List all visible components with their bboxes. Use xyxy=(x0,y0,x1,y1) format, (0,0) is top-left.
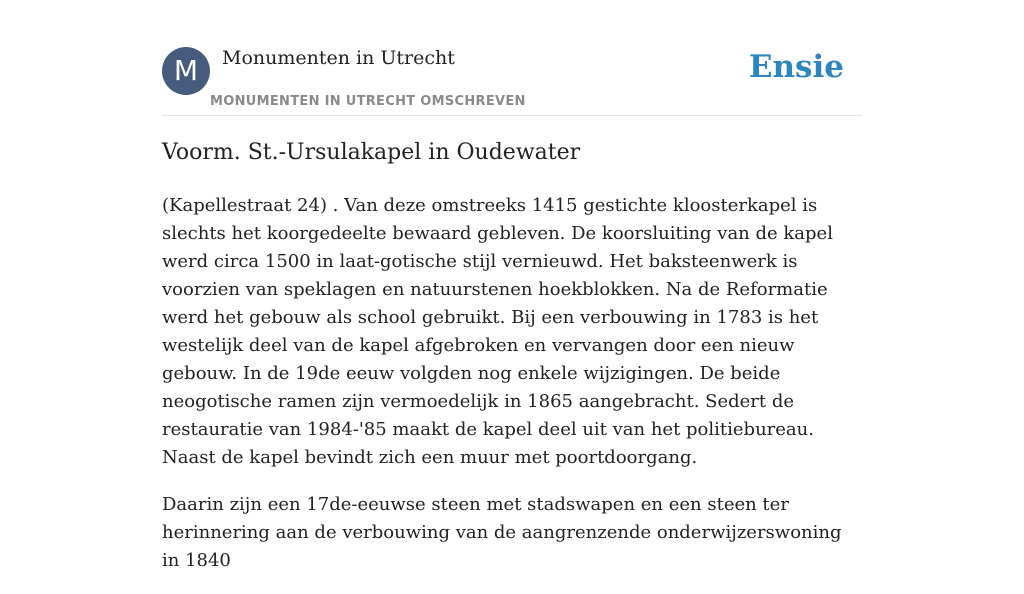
header-divider xyxy=(162,115,862,116)
source-subtitle: MONUMENTEN IN UTRECHT OMSCHREVEN xyxy=(210,94,526,109)
article-title: Voorm. St.-Ursulakapel in Oudewater xyxy=(162,140,581,165)
article-paragraph: (Kapellestraat 24) . Van deze omstreeks 1415 gestichte kloosterkapel is slechts het koorgedeelte bewaard gebleven. De koorsluiting van de kapel werd circa 1500 in laat-gotische stijl vernieuwd. Het baksteenwerk is voorzien van speklagen en natuurstenen hoekblokken. Na de Reformatie werd het gebouw als school gebruikt. Bij een verbouwing in 1783 is het westelijk deel van de kapel afgebroken en vervangen door een nieuw gebouw. In de 19de eeuw volgden nog enkele wijzigingen. De beide neogotische ramen zijn vermoedelijk in 1865 aangebracht. Sedert de restauratie van 1984-'85 maakt de kapel deel uit van het politiebureau. Naast de kapel bevindt zich een muur met poortdoorgang. xyxy=(162,195,833,468)
article-paragraph: Daarin zijn een 17de-eeuwse steen met stadswapen en een steen ter herinnering aan de verbouwing van de aangrenzende onderwijzerswoning in 1840 xyxy=(162,494,842,571)
article-body xyxy=(162,192,864,594)
brand-logo[interactable]: Ensie xyxy=(748,49,844,85)
avatar[interactable]: M xyxy=(162,47,210,95)
source-title[interactable]: Monumenten in Utrecht xyxy=(222,47,455,69)
source-header xyxy=(162,45,862,115)
